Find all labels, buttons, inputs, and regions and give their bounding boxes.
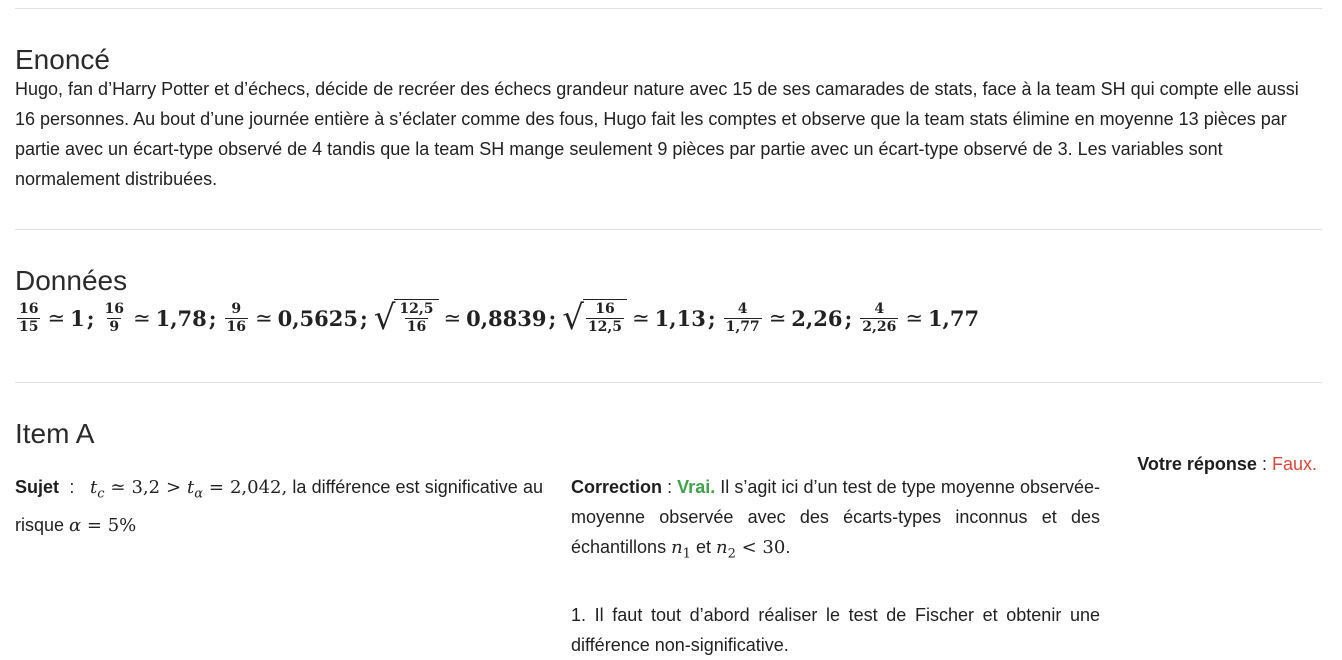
sujet-text: la différence est significative au risque [15,477,543,535]
numerator: 12,5 [399,301,434,317]
item-title: Item A [15,418,95,449]
sujet-label: Sujet [15,477,60,497]
fraction [397,302,435,335]
approx-symbol: ≃ [47,306,66,330]
divider [15,229,1322,230]
separator: ; [548,305,557,331]
numerator: 16 [595,301,615,317]
donnees-formulas [15,299,1322,337]
square-root: √ $\frac{16}{12,5}$ [562,299,627,337]
formula-term [100,302,206,335]
fraction [586,302,624,335]
result-value: 1,13 [654,305,706,331]
donnees-title: Données [15,265,128,296]
formula-term [374,299,547,337]
fraction [102,302,125,335]
approx-symbol: ≃ [443,306,462,330]
correction-text: Il s’agit ici d’un test de type moyenne observée-moyenne observée avec des écarts-types inconnus et des échantillons [571,477,1100,557]
correction-n1: $n_1$ [671,537,691,562]
enonce-title: Enoncé [15,44,110,75]
formula-term [15,302,85,335]
sujet-alpha: α = 5% [69,514,137,536]
result-value: 1 [70,305,85,331]
separator: ; [844,305,853,331]
correction-block: Correction : Vrai. Il s’agit ici d’un test de type moyenne observée-moyenne observée avec des écarts-types inconnus et des échantillons $n_1$ et $n_2 < 30$. 1. Il faut tout d’abord réaliser le test de Fischer et obtenir une différence non-significative. [571,472,1100,660]
formula-term [223,302,358,335]
separator: ; [359,305,368,331]
result-value: 1,78 [155,305,207,331]
numerator: 4 [874,300,885,317]
item-section [15,418,94,450]
divider [15,8,1322,9]
denominator: 1,77 [725,318,760,335]
approx-symbol: ≃ [132,306,151,330]
reponse: Votre réponse : Faux. [1137,454,1317,474]
denominator: 9 [109,318,120,335]
fraction [17,302,40,335]
donnees-section [15,265,1322,337]
numerator: 4 [737,300,748,317]
divider [15,382,1322,383]
fraction [860,302,898,335]
numerator: 9 [231,300,242,317]
approx-symbol: ≃ [632,306,650,330]
denominator: 15 [19,318,39,335]
separator: ; [86,305,95,331]
denominator: 16 [226,318,246,335]
approx-symbol: ≃ [254,306,273,330]
result-value: 0,8839 [466,305,547,331]
approx-symbol: ≃ [905,306,923,330]
sujet-block: Sujet : $t_c$ ≃ $3,2 > t_\alpha = 2,042$, la différence est significative au risque α = 5% [15,477,543,536]
denominator: 2,26 [862,318,897,335]
numerator: 16 [19,300,39,317]
enonce-text: Hugo, fan d’Harry Potter et d’échecs, décide de recréer des échecs grandeur nature avec 15 de ses camarades de stats, face à la team SH qui compte elle aussi 16 personnes. Au bout d’une journée entière à s’éclater comme des fous, Hugo fait les comptes et observe que la team stats élimine en moyenne 13 pièces par partie avec un écart-type observé de 4 tandis que la team SH mange seulement 9 pièces par partie avec un écart-type observé de 3. Les variables sont normalement distribuées. [15,79,1299,189]
result-value: 1,77 [927,305,980,331]
fraction [724,302,762,335]
numerator: 16 [104,300,124,317]
correction-verdict: Vrai. [677,477,716,497]
reponse-label: Votre réponse [1137,454,1257,474]
formula-term [562,299,706,337]
result-value: 0,5625 [277,305,358,331]
correction-n2: $n_2 < 30$ [716,537,786,562]
fraction [225,302,248,335]
enonce-section [15,44,1322,194]
separator: ; [208,305,217,331]
sujet-formula: $t_c$ ≃ $3,2 > t_\alpha = 2,042$, [90,477,288,502]
square-root: √ $\frac{12,5}{16}$ [374,299,439,337]
correction-step1: 1. Il faut tout d’abord réaliser le test de Fischer et obtenir une différence non-significative. [571,604,1100,655]
formula-term [858,302,979,335]
correction-et: et [695,537,711,557]
denominator: 16 [406,319,427,335]
result-value: 2,26 [791,305,843,331]
formula-term [722,302,843,335]
approx-symbol: ≃ [768,306,787,330]
separator: ; [707,305,716,331]
correction-label: Correction [571,477,663,497]
reponse-value: Faux. [1271,454,1317,474]
denominator: 12,5 [587,319,623,335]
